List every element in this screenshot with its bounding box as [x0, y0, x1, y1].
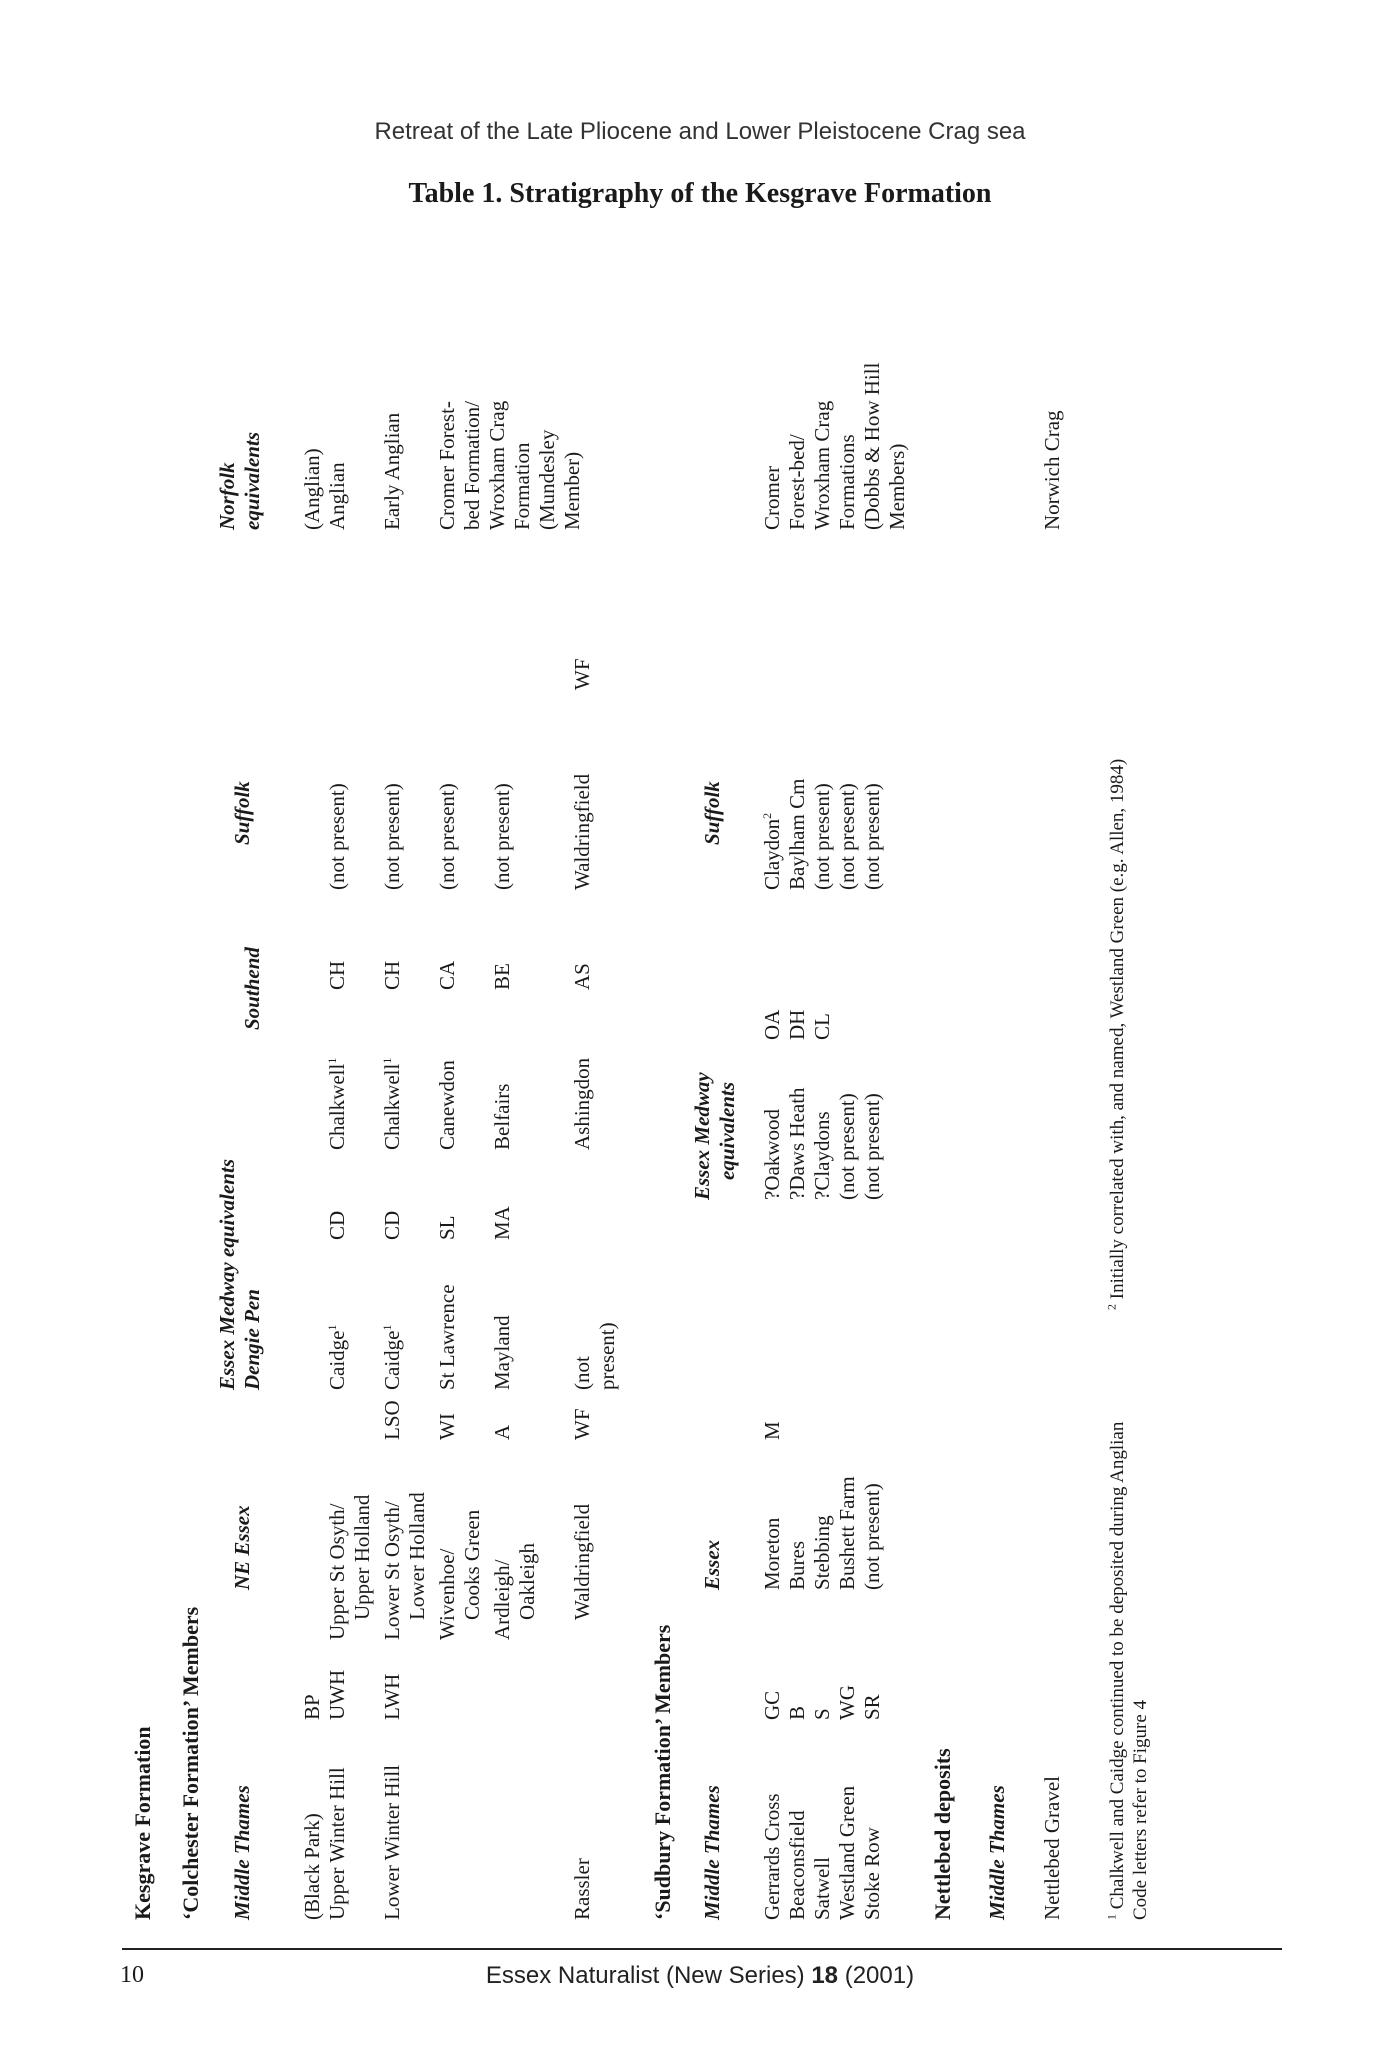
cell-ne-waldringfield: Waldringfield — [570, 1503, 594, 1620]
table-title: Table 1. Stratigraphy of the Kesgrave Formation — [408, 178, 992, 209]
cell-sud-mt-0: Gerrards Cross — [760, 1793, 784, 1920]
cell-nec-a: A — [490, 1424, 514, 1440]
header-norfolk: Norfolk — [215, 462, 239, 530]
cell-ne-ardleigh: Ardleigh/ — [490, 1559, 514, 1640]
header-middle-thames: Middle Thames — [230, 1785, 254, 1920]
cell-ne-lower-holland: Lower Holland — [405, 1492, 429, 1620]
stratigraphy-table — [130, 300, 1220, 1920]
cell-nf-anglian-paren: (Anglian) — [300, 448, 324, 530]
cell-norwich-crag: Norwich Crag — [1040, 410, 1064, 530]
section-kesgrave: Kesgrave Formation — [130, 1726, 155, 1920]
cell-sud-suffolk-0: Claydon$^2$ — [760, 812, 784, 890]
cell-sud-em-4: (not present) — [860, 1093, 884, 1200]
cell-nf-formation: Formation — [510, 442, 534, 530]
section-nettlebed: Nettlebed deposits — [930, 1748, 955, 1920]
header-sudbury-essex: Essex — [700, 1539, 724, 1590]
cell-nf-mundesley: (Mundesley — [535, 429, 559, 530]
cell-sud-essex-2: Stebbing — [810, 1515, 834, 1590]
cell-so-canewdon: Canewdon — [435, 1060, 459, 1150]
cell-sud-em-2: ?Claydons — [810, 1111, 834, 1200]
cell-soc-ch-2: CH — [380, 960, 404, 990]
header-sudbury-middle-thames: Middle Thames — [700, 1785, 724, 1920]
header-dengie-pen: Dengie Pen — [240, 1289, 264, 1390]
header-sudbury-em: Essex Medway — [690, 1072, 714, 1200]
cell-sud-em-code-2: CL — [810, 1013, 834, 1040]
cell-sud-mt-1: Beaconsfield — [785, 1810, 809, 1920]
cell-sud-suffolk-1: Baylham Cm — [785, 778, 809, 890]
cell-nec-wi: WI — [435, 1413, 459, 1440]
cell-dp-caidge-1: Caidge$^1$ — [325, 1324, 349, 1390]
footnote-2: $^2$ Initially correlated with, and named, Westland Green (e.g. Allen, 1984) — [1104, 758, 1128, 1310]
cell-ne-upper-holland: Upper Holland — [350, 1494, 374, 1620]
cell-su-4: (not present) — [490, 783, 514, 890]
cell-sud-em-code-1: DH — [785, 1009, 809, 1040]
cell-soc-be: BE — [490, 963, 514, 990]
header-norfolk-equivalents: equivalents — [240, 432, 264, 530]
cell-nf-early-anglian: Early Anglian — [380, 412, 404, 530]
cell-sud-suffolk-2: (not present) — [810, 783, 834, 890]
section-colchester: ‘Colchester Formation’ Members — [178, 1606, 203, 1920]
cell-nf-anglian: Anglian — [325, 462, 349, 530]
cell-nf-member: Member) — [560, 451, 584, 530]
cell-sud-essex-0: Moreton — [760, 1517, 784, 1590]
cell-nec-wf: WF — [570, 1408, 594, 1440]
cell-sud-mt-2: Satwell — [810, 1857, 834, 1920]
cell-dp-not: (not — [570, 1356, 594, 1390]
footnote-code-letters: Code letters refer to Figure 4 — [1130, 1699, 1151, 1920]
cell-suc-wf: WF — [570, 658, 594, 690]
cell-nec-lso: LSO — [380, 1400, 404, 1440]
cell-soc-as: AS — [570, 963, 594, 990]
cell-sud-em-3: (not present) — [835, 1093, 859, 1200]
cell-sud-code-3: WG — [835, 1685, 859, 1720]
cell-sud-essex-3: Bushett Farm — [835, 1476, 859, 1590]
cell-sud-mt-4: Stoke Row — [860, 1827, 884, 1920]
header-southend: Southend — [240, 947, 264, 1030]
running-head: Retreat of the Late Pliocene and Lower Pleistocene Crag sea — [374, 118, 1026, 145]
cell-dp-st-lawrence: St Lawrence — [435, 1284, 459, 1390]
cell-so-belfairs: Belfairs — [490, 1083, 514, 1150]
cell-sud-nf-4: (Dobbs & How Hill — [860, 362, 884, 530]
cell-su-1: (not present) — [325, 783, 349, 890]
cell-sud-code-4: SR — [860, 1694, 884, 1720]
cell-sud-code-2: S — [810, 1708, 834, 1720]
cell-code-lwh: LWH — [380, 1673, 404, 1720]
cell-dpc-sl: SL — [435, 1215, 459, 1240]
cell-mt-upper-winter-hill: Upper Winter Hill — [325, 1767, 349, 1920]
cell-code-uwh: UWH — [325, 1669, 349, 1720]
cell-so-ashingdon: Ashingdon — [570, 1057, 594, 1150]
header-essex-medway: Essex Medway equivalents — [215, 1159, 239, 1390]
header-sudbury-em-eq: equivalents — [715, 1082, 739, 1180]
footnote-1: $^1$ Chalkwell and Caidge continued to be deposited during Anglian — [1104, 1421, 1128, 1920]
cell-ne-upper-st-osyth: Upper St Osyth/ — [325, 1503, 349, 1640]
cell-so-chalkwell-2: Chalkwell$^1$ — [380, 1057, 404, 1150]
cell-sud-em-1: ?Daws Heath — [785, 1087, 809, 1200]
cell-ne-oakleigh: Oakleigh — [515, 1543, 539, 1620]
cell-so-chalkwell-1: Chalkwell$^1$ — [325, 1057, 349, 1150]
cell-dp-mayland: Mayland — [490, 1315, 514, 1390]
cell-nettlebed-gravel: Nettlebed Gravel — [1040, 1775, 1064, 1920]
cell-mt-rassler: Rassler — [570, 1858, 594, 1920]
cell-ne-cooks-green: Cooks Green — [460, 1509, 484, 1620]
cell-sud-nf-5: Members) — [885, 443, 909, 530]
cell-su-waldringfield: Waldringfield — [570, 773, 594, 890]
cell-sud-code-0: GC — [760, 1690, 784, 1720]
cell-mt-black-park: (Black Park) — [300, 1813, 324, 1920]
cell-su-3: (not present) — [435, 783, 459, 890]
cell-dpc-cd-1: CD — [325, 1210, 349, 1240]
cell-sud-nf-3: Formations — [835, 434, 859, 530]
section-sudbury: ‘Sudbury Formation’ Members — [650, 1624, 675, 1920]
cell-sud-suffolk-4: (not present) — [860, 783, 884, 890]
cell-dpc-ma: MA — [490, 1206, 514, 1240]
cell-ne-wivenhoe: Wivenhoe/ — [435, 1548, 459, 1640]
header-suffolk: Suffolk — [230, 781, 254, 845]
cell-sud-nf-2: Wroxham Crag — [810, 400, 834, 530]
cell-nf-wroxham-crag: Wroxham Crag — [485, 400, 509, 530]
header-sudbury-suffolk: Suffolk — [700, 781, 724, 845]
cell-dp-present: present) — [595, 1322, 619, 1390]
cell-sud-suffolk-3: (not present) — [835, 783, 859, 890]
cell-mt-lower-winter-hill: Lower Winter Hill — [380, 1764, 404, 1920]
cell-sud-nf-1: Forest-bed/ — [785, 434, 809, 530]
cell-sud-em-0: ?Oakwood — [760, 1109, 784, 1200]
cell-sud-em-code-0: OA — [760, 1009, 784, 1040]
cell-su-2: (not present) — [380, 783, 404, 890]
cell-dp-caidge-2: Caidge$^1$ — [380, 1324, 404, 1390]
footer-rule — [122, 1948, 1282, 1950]
cell-code-bp: BP — [300, 1694, 324, 1720]
cell-sud-essex-4: (not present) — [860, 1483, 884, 1590]
cell-soc-ch-1: CH — [325, 960, 349, 990]
header-ne-essex: NE Essex — [230, 1505, 254, 1590]
cell-soc-ca: CA — [435, 960, 459, 990]
cell-ne-lower-st-osyth: Lower St Osyth/ — [380, 1501, 404, 1640]
page-number: 10 — [120, 1962, 144, 1988]
cell-sud-code-1: B — [785, 1705, 809, 1720]
cell-dpc-cd-2: CD — [380, 1210, 404, 1240]
journal-footer: Essex Naturalist (New Series) 18 (2001) — [485, 1962, 915, 1989]
header-nettlebed-middle-thames: Middle Thames — [985, 1785, 1009, 1920]
cell-nf-bed-formation: bed Formation/ — [460, 401, 484, 530]
cell-sud-essex-code: M — [760, 1421, 784, 1440]
cell-nf-cromer-forest: Cromer Forest- — [435, 401, 459, 530]
cell-sud-mt-3: Westland Green — [835, 1785, 859, 1920]
cell-sud-nf-0: Cromer — [760, 465, 784, 530]
cell-sud-essex-1: Bures — [785, 1541, 809, 1590]
